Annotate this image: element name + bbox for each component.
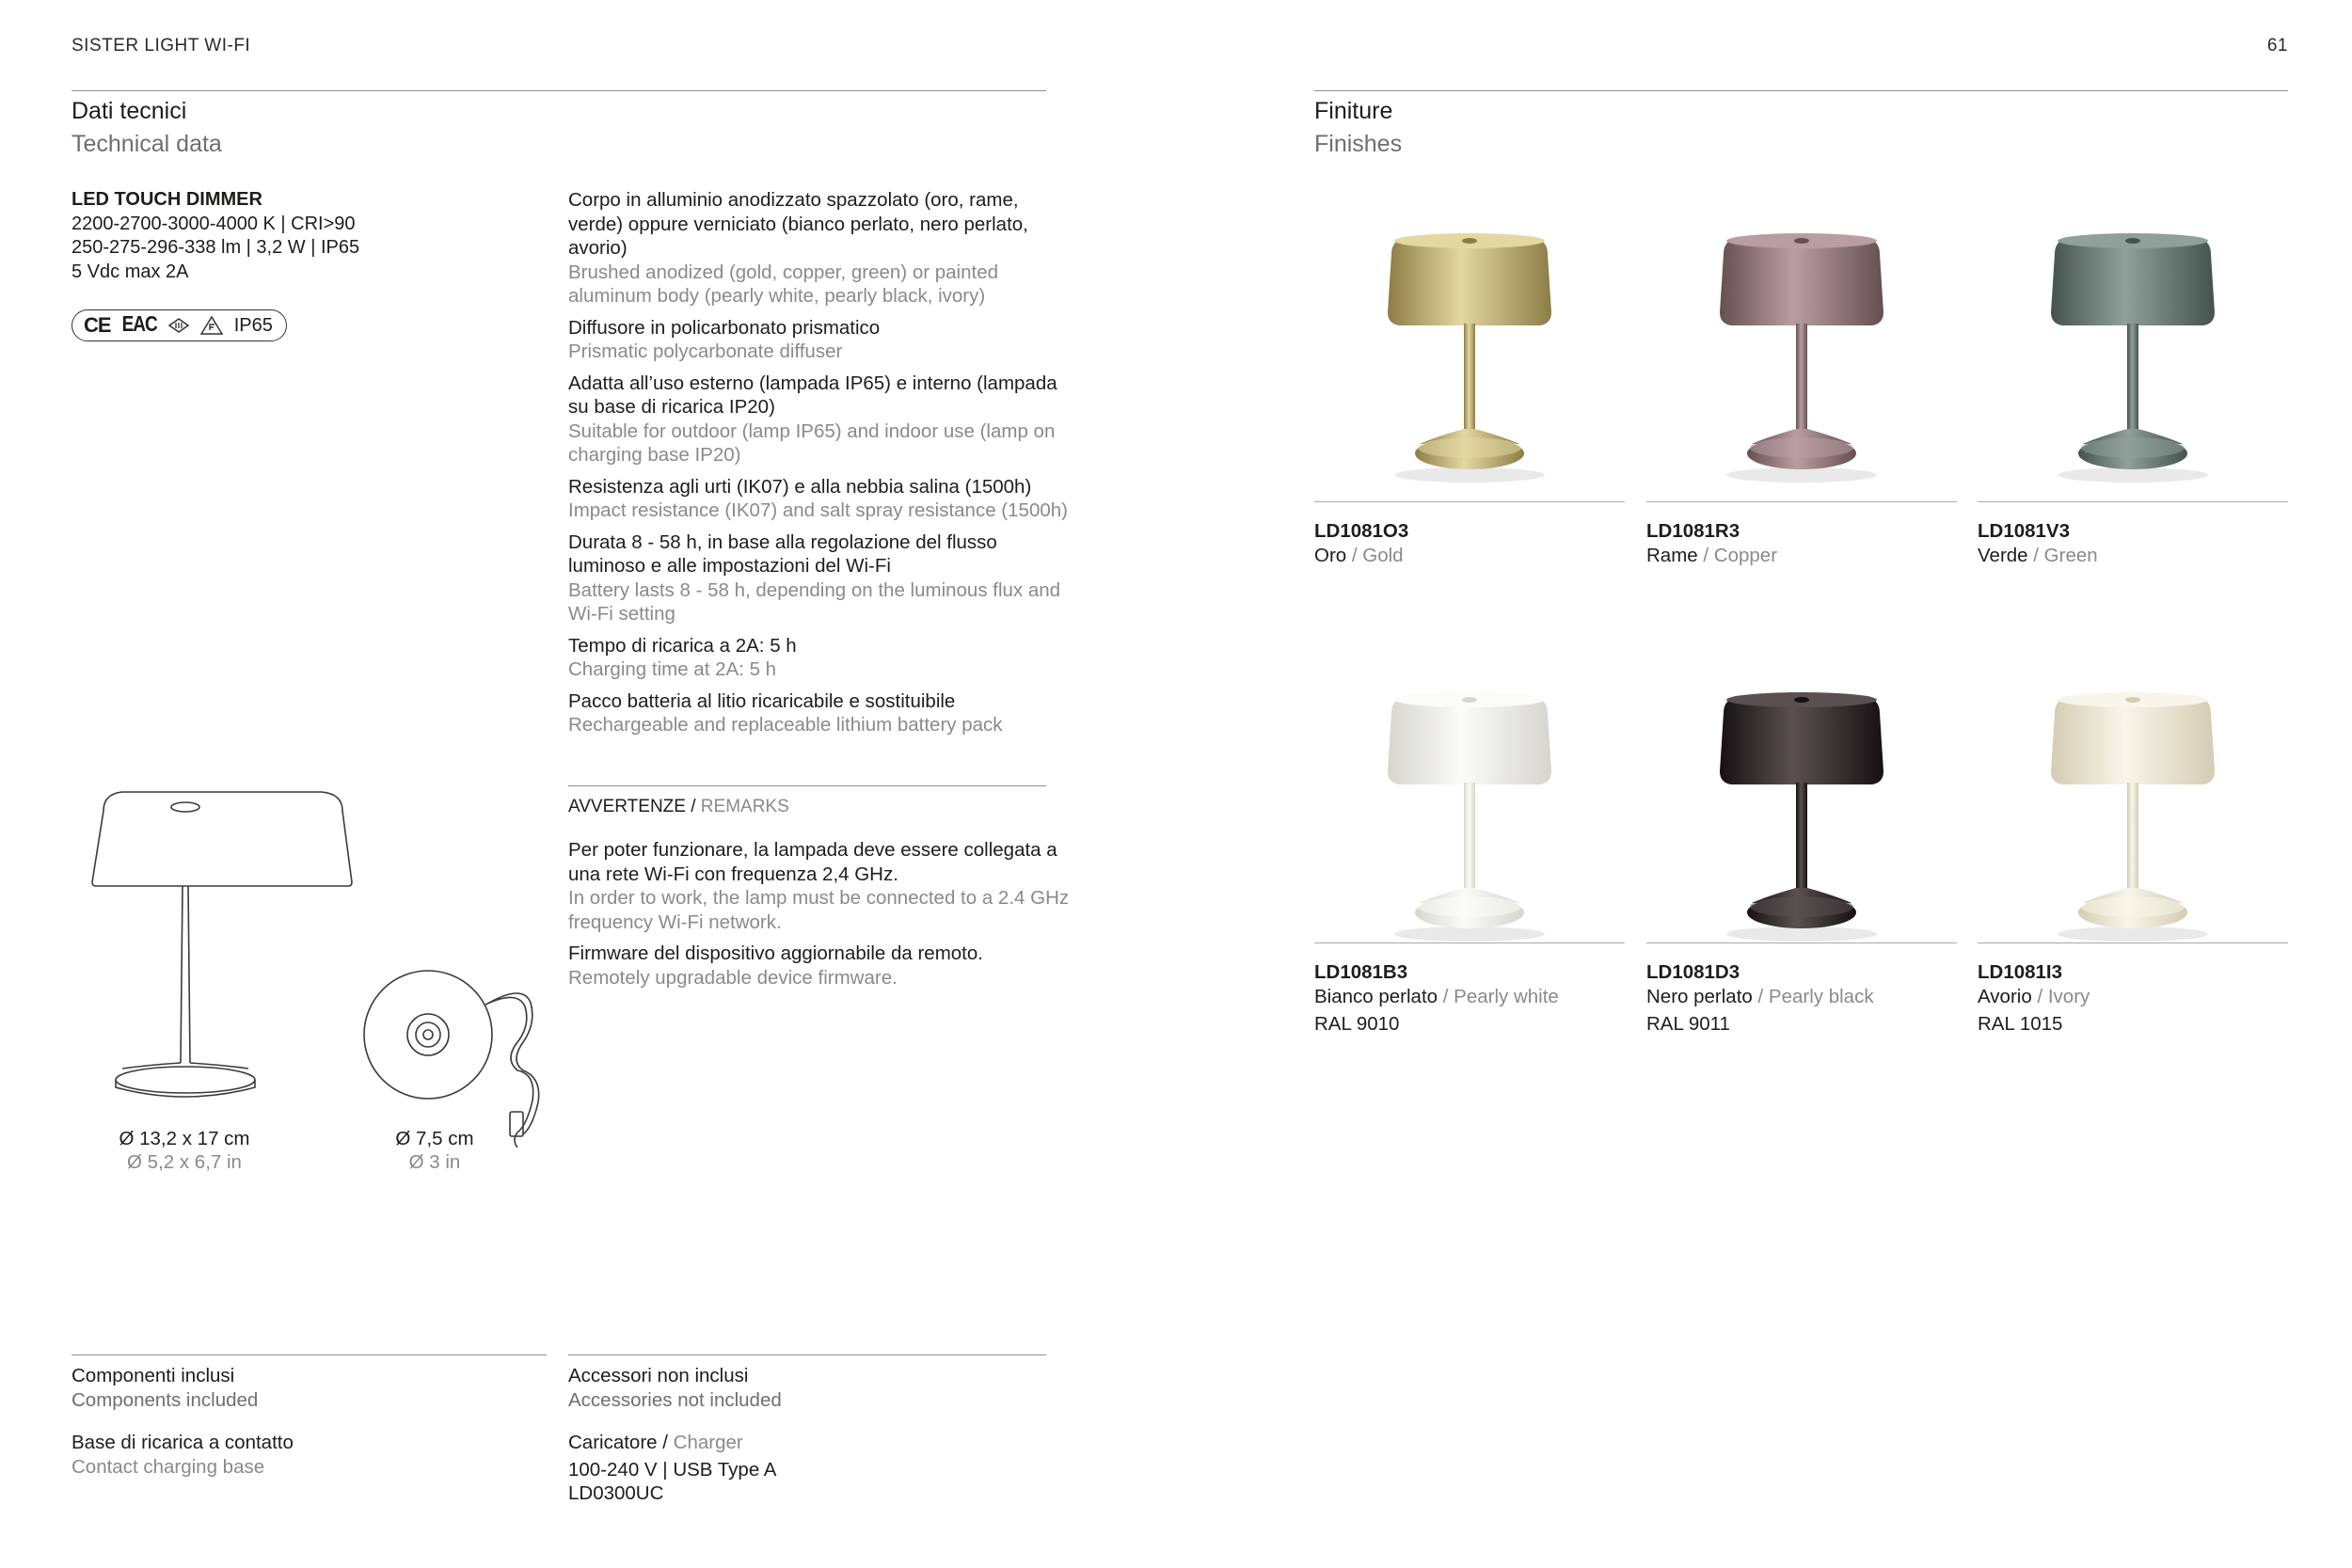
finish-item: [1314, 519, 1408, 568]
remark-item: [568, 942, 1076, 990]
components-rule: [72, 1354, 547, 1355]
feature-text-en: Charging time at 2A: 5 h: [568, 658, 777, 680]
remarks-label: AVVERTENZE / REMARKS: [568, 797, 789, 816]
finish-name-it: Nero perlato: [1646, 986, 1753, 1007]
finish-name: [1646, 544, 1777, 568]
lamp-photo: [1978, 226, 2288, 489]
feature-text-it: Pacco batteria al litio ricaricabile e sostituibile: [568, 689, 956, 712]
spec-line: 2200-2700-3000-4000 K | CRI>90: [72, 213, 356, 234]
lamp-outline-drawing: [92, 792, 352, 1097]
finish-rule: [1978, 942, 2288, 943]
finish-name-separator: /: [1346, 545, 1363, 566]
components-included: [72, 1364, 294, 1479]
spec-block: [72, 188, 359, 284]
feature-item: [568, 316, 1076, 364]
remarks-list: [568, 838, 1076, 997]
finish-name: [1314, 544, 1408, 568]
running-header: SISTER LIGHT WI-FI: [72, 36, 251, 55]
remarks-label-it: AVVERTENZE: [568, 797, 686, 816]
accessory-item-it: Caricatore: [568, 1432, 658, 1453]
lamp-photo: [1646, 226, 1957, 489]
feature-text-it: Tempo di ricarica a 2A: 5 h: [568, 634, 797, 657]
finish-name: [1314, 985, 1559, 1009]
finish-name-separator: /: [1438, 986, 1454, 1007]
base-dimensions: [369, 1127, 501, 1174]
finish-name-it: Bianco perlato: [1314, 986, 1438, 1007]
f-mark-icon: [200, 316, 223, 335]
certification-badges: [72, 309, 287, 341]
finish-rule: [1978, 501, 2288, 502]
finish-item: [1314, 960, 1559, 1037]
finish-name-it: Avorio: [1978, 986, 2032, 1007]
technical-title-it: Dati tecnici: [72, 98, 187, 124]
feature-text-en: Brushed anodized (gold, copper, green) or painted aluminum body (pearly white, pearly black, ivory): [568, 261, 999, 307]
finish-name-en: Copper: [1713, 545, 1778, 566]
lamp-photo: [1314, 685, 1625, 948]
ip-rating: IP65: [233, 314, 273, 336]
remark-item: [568, 838, 1076, 934]
finish-rule: [1314, 942, 1625, 943]
feature-item: [568, 689, 1076, 737]
remarks-label-en: REMARKS: [700, 797, 789, 816]
finish-name-separator: /: [1697, 545, 1714, 566]
finish-name-it: Verde: [1978, 545, 2028, 566]
base-dimension-in: Ø 3 in: [408, 1151, 461, 1173]
feature-item: [568, 372, 1076, 467]
finish-name-separator: /: [2027, 545, 2044, 566]
finish-rule: [1314, 501, 1625, 502]
finishes-title-en: Finishes: [1314, 131, 1403, 157]
finish-name: [1978, 985, 2090, 1009]
remark-text-it: Per poter funzionare, la lampada deve essere collegata a una rete Wi-Fi con frequenza 2,4 GHz.: [568, 839, 1057, 885]
component-item-it: Base di ricarica a contatto: [72, 1432, 294, 1453]
remark-text-en: In order to work, the lamp must be connected to a 2.4 GHz frequency Wi-Fi network.: [568, 887, 1070, 933]
finish-name-en: Green: [2043, 545, 2098, 566]
charging-base-drawing: [364, 971, 539, 1148]
ce-mark-icon: CE: [84, 313, 111, 337]
finish-name-en: Gold: [1362, 545, 1404, 566]
accessories-not-included: [568, 1364, 782, 1506]
finish-code: LD1081O3: [1314, 520, 1409, 542]
finish-item: [1646, 960, 1874, 1037]
feature-item: [568, 188, 1076, 309]
feature-text-en: Suitable for outdoor (lamp IP65) and indoor use (lamp on charging base IP20): [568, 420, 1056, 466]
finish-code: LD1081D3: [1646, 961, 1740, 983]
lamp-photo: [1978, 685, 2288, 948]
finish-code: LD1081R3: [1646, 520, 1740, 542]
lamp-dimension-in: Ø 5,2 x 6,7 in: [127, 1151, 242, 1173]
lamp-dimensions: [90, 1127, 278, 1174]
class-iii-icon: [168, 318, 189, 333]
technical-drawing: [75, 771, 574, 1148]
accessories-title-it: Accessori non inclusi: [568, 1365, 749, 1386]
accessory-item-en: Charger: [673, 1432, 743, 1453]
feature-text-en: Impact resistance (IK07) and salt spray resistance (1500h): [568, 499, 1068, 521]
finish-ral: RAL 9010: [1314, 1013, 1400, 1035]
finish-name-en: Pearly black: [1768, 986, 1874, 1007]
finish-name-separator: /: [1752, 986, 1769, 1007]
finish-name: [1646, 985, 1874, 1009]
base-dimension-cm: Ø 7,5 cm: [395, 1128, 474, 1149]
page-number: 61: [2266, 36, 2288, 55]
finish-item: [1978, 519, 2098, 568]
spec-line: 5 Vdc max 2A: [72, 261, 189, 282]
components-title-it: Componenti inclusi: [72, 1365, 235, 1386]
remarks-rule: [568, 785, 1046, 786]
accessories-title-en: Accessories not included: [568, 1388, 782, 1411]
feature-text-en: Battery lasts 8 - 58 h, depending on the luminous flux and Wi-Fi setting: [568, 578, 1061, 625]
remark-text-it: Firmware del dispositivo aggiornabile da remoto.: [568, 942, 983, 964]
feature-item: [568, 634, 1076, 682]
technical-title-en: Technical data: [72, 131, 222, 157]
finish-name-it: Rame: [1646, 545, 1698, 566]
feature-item: [568, 531, 1076, 626]
finish-name-en: Pearly white: [1454, 986, 1559, 1007]
lamp-photo: [1314, 226, 1625, 489]
finish-ral: RAL 9011: [1646, 1013, 1730, 1035]
section-rule: [72, 90, 1046, 91]
accessory-item: Caricatore / Charger: [568, 1432, 743, 1453]
finish-code: LD1081B3: [1314, 961, 1408, 983]
finish-ral: RAL 1015: [1978, 1013, 2063, 1035]
eac-mark-icon: EAC: [121, 312, 157, 337]
spec-title: LED TOUCH DIMMER: [72, 189, 262, 210]
finish-rule: [1646, 942, 1957, 943]
lamp-photo: [1646, 685, 1957, 948]
feature-list: [568, 188, 1076, 745]
feature-text-it: Adatta all’uso esterno (lampada IP65) e interno (lampada su base di ricarica IP20): [568, 372, 1057, 418]
finish-code: LD1081V3: [1978, 520, 2071, 542]
feature-text-it: Diffusore in policarbonato prismatico: [568, 316, 881, 339]
feature-text-it: Durata 8 - 58 h, in base alla regolazione del flusso luminoso e alle impostazioni del Wi-Fi: [568, 531, 997, 577]
feature-text-it: Corpo in alluminio anodizzato spazzolato (oro, rame, verde) oppure verniciato (bianco perlato, nero perlato, avorio): [568, 189, 1028, 259]
finish-name-en: Ivory: [2047, 986, 2090, 1007]
remark-text-en: Remotely upgradable device firmware.: [568, 966, 898, 989]
feature-text-it: Resistenza agli urti (IK07) e alla nebbia salina (1500h): [568, 475, 1032, 498]
finish-item: [1646, 519, 1777, 568]
feature-item: [568, 475, 1076, 523]
accessory-code: LD0300UC: [568, 1482, 664, 1504]
accessories-rule: [568, 1354, 1046, 1355]
component-item-en: Contact charging base: [72, 1455, 265, 1478]
finish-code: LD1081I3: [1978, 961, 2063, 983]
finishes-rule: [1314, 90, 2288, 91]
finishes-title-it: Finiture: [1314, 98, 1393, 124]
accessory-spec: 100-240 V | USB Type A: [568, 1458, 777, 1481]
finish-item: [1978, 960, 2090, 1037]
lamp-dimension-cm: Ø 13,2 x 17 cm: [119, 1128, 250, 1149]
finish-name-separator: /: [2031, 986, 2048, 1007]
finish-name-it: Oro: [1314, 545, 1347, 566]
components-title-en: Components included: [72, 1388, 259, 1411]
spec-line: 250-275-296-338 lm | 3,2 W | IP65: [72, 237, 360, 258]
finish-rule: [1646, 501, 1957, 502]
feature-text-en: Rechargeable and replaceable lithium battery pack: [568, 714, 1003, 736]
feature-text-en: Prismatic polycarbonate diffuser: [568, 341, 843, 362]
finish-name: [1978, 544, 2098, 568]
